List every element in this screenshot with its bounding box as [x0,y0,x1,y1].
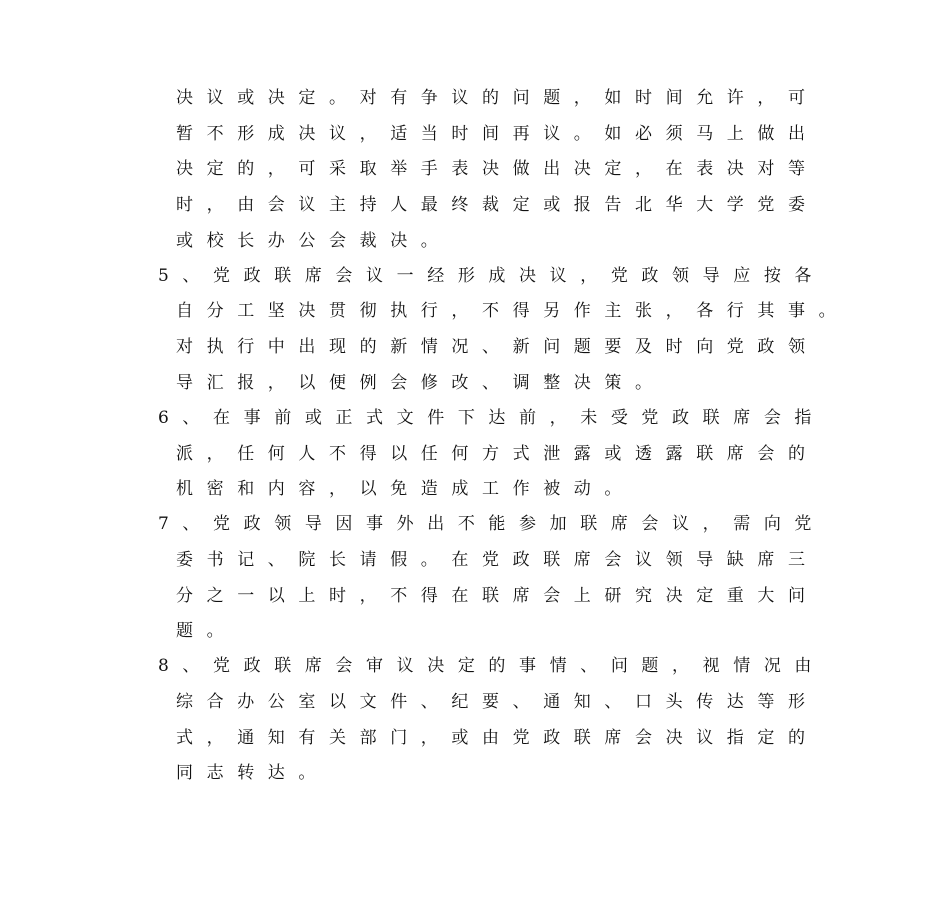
text-line: 分之一以上时，不得在联席会上研究决定重大问 [176,586,819,606]
text-line: 或校长办公会裁决。 [176,231,452,251]
text-line: 暂不形成决议，适当时间再议。如必须马上做出 [176,124,819,144]
text-line: 时，由会议主持人最终裁定或报告北华大学党委 [176,195,819,215]
text-line: 式，通知有关部门，或由党政联席会决议指定的 [176,728,819,748]
text-line: 同志转达。 [176,763,329,783]
text-line: 综合办公室以文件、纪要、通知、口头传达等形 [176,692,819,712]
text-line: 导汇报，以便例会修改、调整决策。 [176,373,666,393]
text-line: 机密和内容，以免造成工作被动。 [176,479,635,499]
text-line: 题。 [176,621,238,641]
text-line: 决议或决定。对有争议的问题，如时间允许，可 [176,88,819,108]
list-item-7-line: 7、党政领导因事外出不能参加联席会议，需向党 [158,514,826,534]
list-item-6-line: 6、在事前或正式文件下达前，未受党政联席会指 [158,408,826,428]
list-item-8-line: 8、党政联席会审议决定的事情、问题，视情况由 [158,656,826,676]
text-line: 委书记、院长请假。在党政联席会议领导缺席三 [176,550,819,570]
text-line: 派，任何人不得以任何方式泄露或透露联席会的 [176,444,819,464]
text-line: 决定的，可采取举手表决做出决定，在表决对等 [176,159,819,179]
list-item-5-line: 5、党政联席会议一经形成决议，党政领导应按各 [158,266,826,286]
text-line: 对执行中出现的新情况、新问题要及时向党政领 [176,337,819,357]
text-line: 自分工坚决贯彻执行，不得另作主张，各行其事。 [176,301,850,321]
